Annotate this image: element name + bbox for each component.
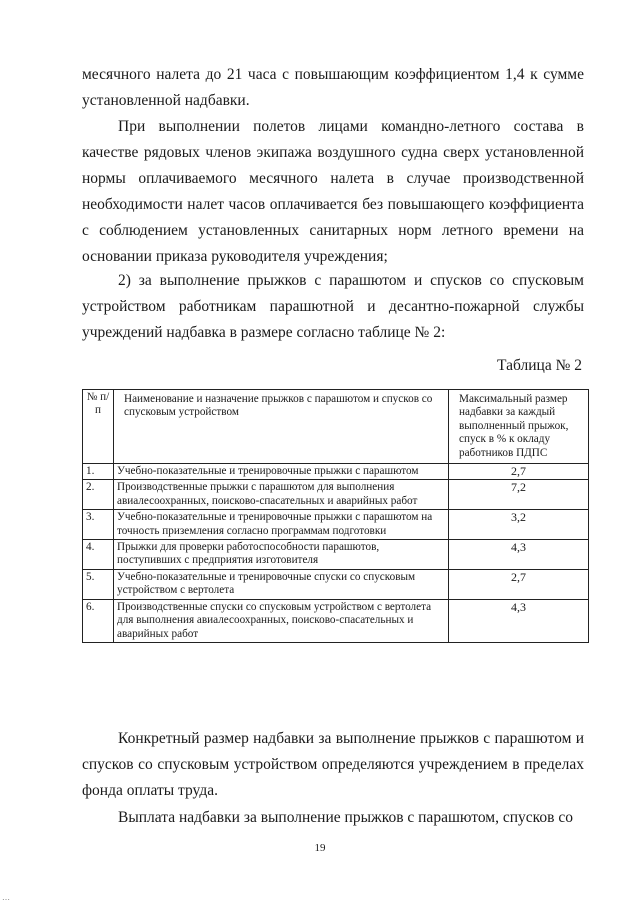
table-row	[83, 510, 589, 540]
row-number: 3.	[83, 510, 114, 540]
row-name: Производственные спуски со спусковым устройством с вертолета для выполнения авиалесоохранных, поисково-спасательных и аварийных работ	[114, 599, 449, 642]
header-number: № п/п	[83, 390, 114, 464]
table-caption: Таблица № 2	[497, 357, 582, 374]
row-name: Учебно-показательные и тренировочные прыжки с парашютом	[114, 464, 449, 480]
row-name: Учебно-показательные и тренировочные спуски со спусковым устройством с вертолета	[114, 569, 449, 599]
table-row	[83, 599, 589, 642]
table-row	[83, 480, 589, 510]
table-row	[83, 569, 589, 599]
row-name: Прыжки для проверки работоспособности парашютов, поступивших с предприятия изготовителя	[114, 540, 449, 570]
row-name: Производственные прыжки с парашютом для выполнения авиалесоохранных, поисково-спасательных и аварийных работ	[114, 480, 449, 510]
row-number: 6.	[83, 599, 114, 642]
row-number: 2.	[83, 480, 114, 510]
page-number: 19	[314, 842, 326, 854]
row-number: 4.	[83, 540, 114, 570]
row-value: 4,3	[449, 599, 589, 642]
row-number: 1.	[83, 464, 114, 480]
header-max-allowance: Максимальный размер надбавки за каждый выполненный прыжок, спуск в % к окладу работников ПДПС	[449, 390, 589, 464]
row-value: 3,2	[449, 510, 589, 540]
paragraph-5: Выплата надбавки за выполнение прыжков с парашютом, спусков со	[118, 809, 573, 826]
row-number: 5.	[83, 569, 114, 599]
paragraph-4: Конкретный размер надбавки за выполнение прыжков с парашютом и спусков со спусковым устройством определяются учреждением в пределах фонда оплаты труда.	[82, 730, 584, 799]
row-name: Учебно-показательные и тренировочные прыжки с парашютом на точность приземления согласно программам подготовки	[114, 510, 449, 540]
row-value: 2,7	[449, 569, 589, 599]
row-value: 2,7	[449, 464, 589, 480]
paragraph-2: При выполнении полетов лицами командно-летного состава в качестве рядовых членов экипажа воздушного судна сверх установленной нормы оплачиваемого месячного налета в случае производственной необходимости налет часов оплачивается без повышающего коэффициента с соблюдением установленных санитарных норм летного времени на основании приказа руководителя учреждения;	[82, 118, 584, 265]
row-value: 4,3	[449, 540, 589, 570]
parachute-jumps-table	[82, 389, 589, 643]
paragraph-1: месячного налета до 21 часа с повышающим коэффициентом 1,4 к сумме установленной надбавки.	[82, 66, 584, 109]
scan-mark: …	[2, 893, 11, 902]
paragraph-3: 2) за выполнение прыжков с парашютом и спусков со спусковым устройством работникам парашютной и десантно-пожарной службы учреждений надбавка в размере согласно таблице № 2:	[82, 272, 584, 341]
header-name: Наименование и назначение прыжков с парашютом и спусков со спусковым устройством	[114, 390, 449, 464]
table-row	[83, 464, 589, 480]
table-header-row	[83, 390, 589, 464]
table-row	[83, 540, 589, 570]
row-value: 7,2	[449, 480, 589, 510]
